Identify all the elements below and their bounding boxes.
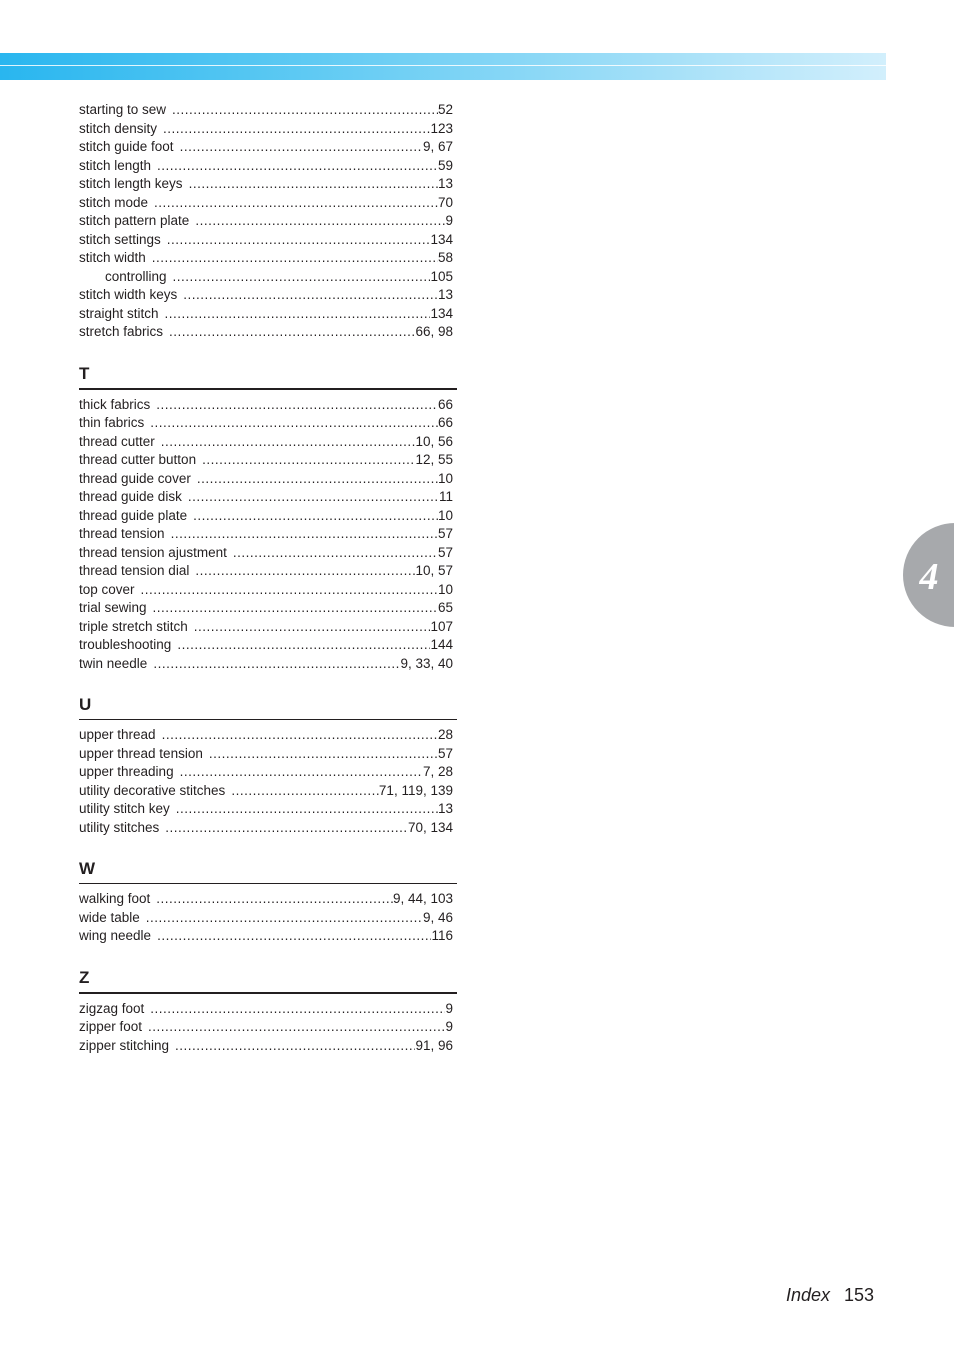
index-term: zipper foot bbox=[79, 1019, 143, 1034]
index-entry bbox=[79, 470, 453, 489]
dot-leader bbox=[175, 1037, 415, 1056]
dot-leader bbox=[169, 323, 415, 342]
page-reference[interactable]: 65 bbox=[437, 600, 453, 615]
index-term: stitch settings bbox=[79, 231, 161, 247]
index-term: zipper stitching bbox=[79, 1037, 170, 1053]
page-reference[interactable]: 107 bbox=[430, 618, 453, 634]
dot-leader bbox=[189, 175, 438, 194]
index-entry bbox=[79, 305, 453, 324]
index-term: upper thread bbox=[79, 727, 156, 742]
index-entry bbox=[79, 1037, 453, 1056]
dot-leader bbox=[171, 525, 438, 544]
index-term: stitch length bbox=[79, 157, 152, 173]
page-reference[interactable]: 134 bbox=[430, 305, 453, 321]
page-reference[interactable]: 144 bbox=[430, 637, 453, 652]
page-reference[interactable]: 57 bbox=[437, 544, 453, 560]
index-entry bbox=[79, 525, 453, 544]
index-entry bbox=[79, 819, 453, 838]
index-term: upper threading bbox=[79, 764, 174, 779]
page-reference[interactable]: 10 bbox=[437, 507, 453, 523]
dot-leader bbox=[162, 726, 438, 745]
page-reference[interactable]: 10 bbox=[437, 581, 453, 597]
page-number: 153 bbox=[844, 1285, 875, 1305]
dot-leader bbox=[176, 800, 438, 819]
page-reference[interactable]: 10, 56 bbox=[415, 433, 453, 449]
index-entry bbox=[79, 138, 453, 157]
dot-leader bbox=[156, 396, 438, 415]
index-entry bbox=[79, 249, 453, 268]
dot-leader bbox=[165, 305, 431, 324]
index-term: thread tension bbox=[79, 526, 165, 541]
page-reference[interactable]: 116 bbox=[431, 928, 453, 943]
dot-leader bbox=[156, 890, 393, 909]
dot-leader bbox=[167, 231, 431, 250]
dot-leader bbox=[153, 599, 438, 618]
index-entry bbox=[79, 120, 453, 139]
dot-leader bbox=[209, 745, 438, 764]
dot-leader bbox=[146, 909, 423, 928]
index-entry bbox=[79, 323, 453, 342]
page-reference[interactable]: 28 bbox=[437, 727, 453, 742]
page-reference[interactable]: 9 bbox=[445, 1019, 453, 1034]
index-entry bbox=[79, 782, 453, 801]
dot-leader bbox=[195, 562, 415, 581]
dot-leader bbox=[180, 138, 423, 157]
dot-leader bbox=[197, 470, 438, 489]
dot-leader bbox=[157, 157, 438, 176]
chapter-number: 4 bbox=[919, 556, 939, 598]
index-entry bbox=[79, 745, 453, 764]
page-reference[interactable]: 13 bbox=[437, 801, 453, 816]
section-heading-z: Z bbox=[79, 968, 457, 994]
page-reference[interactable]: 9 bbox=[445, 1000, 453, 1016]
index-term: walking foot bbox=[79, 891, 151, 906]
dot-leader bbox=[173, 268, 431, 287]
dot-leader bbox=[153, 655, 400, 674]
dot-leader bbox=[188, 488, 439, 507]
index-entry bbox=[79, 763, 453, 782]
page-reference[interactable]: 9, 46 bbox=[422, 909, 453, 925]
index-term: stitch mode bbox=[79, 194, 149, 210]
page-reference[interactable]: 70, 134 bbox=[407, 819, 453, 835]
index-entry bbox=[79, 433, 453, 452]
index-term: utility decorative stitches bbox=[79, 782, 226, 798]
index-term: thread tension dial bbox=[79, 563, 190, 578]
dot-leader bbox=[148, 1018, 445, 1037]
dot-leader bbox=[193, 507, 438, 526]
dot-leader bbox=[161, 433, 416, 452]
index-entry bbox=[79, 636, 453, 655]
index-term: thread tension ajustment bbox=[79, 544, 227, 560]
index-entry bbox=[79, 581, 453, 600]
page-reference[interactable]: 58 bbox=[437, 250, 453, 265]
dot-leader bbox=[195, 212, 445, 231]
dot-leader bbox=[233, 544, 438, 563]
page-reference[interactable]: 66 bbox=[437, 396, 453, 412]
dot-leader bbox=[180, 763, 423, 782]
index-term: top cover bbox=[79, 581, 135, 597]
page-reference[interactable]: 57 bbox=[437, 526, 453, 541]
index-entry bbox=[79, 909, 453, 928]
index-entry bbox=[79, 194, 453, 213]
page-reference[interactable]: 12, 55 bbox=[415, 452, 453, 467]
page-reference[interactable]: 59 bbox=[437, 157, 453, 173]
index-term: upper thread tension bbox=[79, 745, 203, 761]
dot-leader bbox=[150, 1000, 445, 1019]
index-term: controlling bbox=[105, 268, 167, 284]
index-subentry bbox=[79, 268, 453, 287]
index-term: stitch length keys bbox=[79, 176, 183, 191]
index-term: zigzag foot bbox=[79, 1000, 145, 1016]
page-reference[interactable]: 7, 28 bbox=[422, 764, 453, 779]
index-entry bbox=[79, 451, 453, 470]
header-band bbox=[0, 53, 886, 80]
index-entry bbox=[79, 927, 453, 946]
index-term: wing needle bbox=[79, 928, 152, 943]
index-entry bbox=[79, 488, 453, 507]
index-term: thick fabrics bbox=[79, 396, 151, 412]
index-entry bbox=[79, 286, 453, 305]
index-term: utility stitches bbox=[79, 819, 160, 835]
index-list bbox=[79, 101, 457, 1055]
dot-leader bbox=[150, 414, 438, 433]
dot-leader bbox=[165, 819, 408, 838]
index-term: troubleshooting bbox=[79, 637, 172, 652]
index-entry bbox=[79, 618, 453, 637]
dot-leader bbox=[154, 194, 438, 213]
index-term: thread guide disk bbox=[79, 489, 182, 504]
index-entry bbox=[79, 507, 453, 526]
index-entry bbox=[79, 1000, 453, 1019]
page-reference[interactable]: 10, 57 bbox=[415, 563, 453, 578]
dot-leader bbox=[141, 581, 438, 600]
dot-leader bbox=[231, 782, 379, 801]
page-reference[interactable]: 66 bbox=[437, 415, 453, 430]
page-reference[interactable]: 10 bbox=[437, 470, 453, 486]
index-term: stretch fabrics bbox=[79, 324, 164, 339]
page-reference[interactable]: 105 bbox=[430, 268, 453, 284]
page-reference[interactable]: 9, 67 bbox=[422, 139, 453, 154]
index-term: stitch density bbox=[79, 120, 158, 136]
index-term: stitch pattern plate bbox=[79, 213, 190, 228]
page-reference[interactable]: 9, 33, 40 bbox=[400, 655, 453, 671]
index-term: thread cutter bbox=[79, 433, 155, 449]
index-term: stitch width bbox=[79, 250, 146, 265]
page-reference[interactable]: 9, 44, 103 bbox=[392, 891, 453, 906]
index-entry bbox=[79, 544, 453, 563]
page-reference[interactable]: 13 bbox=[437, 287, 453, 302]
page-reference[interactable]: 70 bbox=[437, 194, 453, 210]
index-term: trial sewing bbox=[79, 600, 147, 615]
index-entry bbox=[79, 562, 453, 581]
page-reference[interactable]: 66, 98 bbox=[415, 324, 453, 339]
index-term: starting to sew bbox=[79, 102, 167, 117]
dot-leader bbox=[163, 120, 430, 139]
index-entry bbox=[79, 101, 453, 120]
index-entry bbox=[79, 655, 453, 674]
footer-section-label: Index bbox=[786, 1285, 831, 1305]
index-entry bbox=[79, 231, 453, 250]
index-entry bbox=[79, 1018, 453, 1037]
page-reference[interactable]: 9 bbox=[445, 213, 453, 228]
page-reference[interactable]: 123 bbox=[430, 120, 453, 136]
index-entry bbox=[79, 414, 453, 433]
dot-leader bbox=[183, 286, 438, 305]
index-entry bbox=[79, 175, 453, 194]
page-reference[interactable]: 134 bbox=[430, 231, 453, 247]
dot-leader bbox=[202, 451, 415, 470]
page-reference[interactable]: 13 bbox=[437, 176, 453, 191]
dot-leader bbox=[177, 636, 430, 655]
page-reference[interactable]: 11 bbox=[438, 489, 453, 504]
index-term: straight stitch bbox=[79, 305, 159, 321]
index-entry bbox=[79, 800, 453, 819]
section-heading-t: T bbox=[79, 364, 457, 390]
dot-leader bbox=[157, 927, 431, 946]
dot-leader bbox=[152, 249, 438, 268]
index-entry bbox=[79, 157, 453, 176]
index-entry bbox=[79, 890, 453, 909]
index-entry bbox=[79, 212, 453, 231]
index-term: wide table bbox=[79, 909, 140, 925]
index-term: thread guide plate bbox=[79, 507, 188, 523]
section-heading-u: U bbox=[79, 695, 457, 720]
section-heading-w: W bbox=[79, 859, 457, 884]
page-reference[interactable]: 57 bbox=[437, 745, 453, 761]
page-reference[interactable]: 91, 96 bbox=[415, 1037, 453, 1053]
page-reference[interactable]: 52 bbox=[437, 102, 453, 117]
index-entry bbox=[79, 599, 453, 618]
index-term: thread guide cover bbox=[79, 470, 191, 486]
index-term: thin fabrics bbox=[79, 415, 145, 430]
index-term: thread cutter button bbox=[79, 452, 197, 467]
index-entry bbox=[79, 396, 453, 415]
index-term: stitch guide foot bbox=[79, 139, 174, 154]
index-term: utility stitch key bbox=[79, 801, 170, 816]
index-term: stitch width keys bbox=[79, 287, 178, 302]
index-term: triple stretch stitch bbox=[79, 618, 188, 634]
page-reference[interactable]: 71, 119, 139 bbox=[378, 782, 453, 798]
header-divider bbox=[0, 65, 886, 66]
index-entry bbox=[79, 726, 453, 745]
index-term: twin needle bbox=[79, 655, 148, 671]
dot-leader bbox=[194, 618, 431, 637]
dot-leader bbox=[172, 101, 438, 120]
